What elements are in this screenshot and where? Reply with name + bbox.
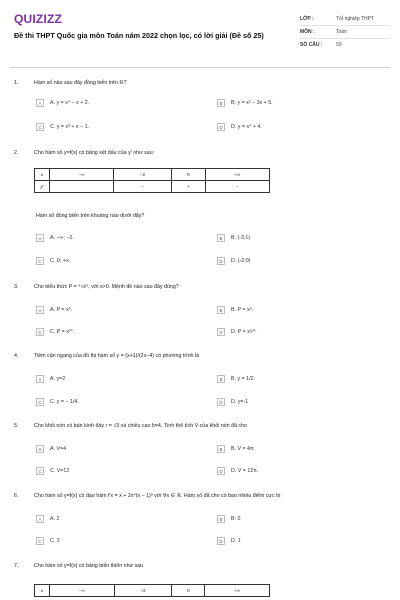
option-c[interactable] [36,256,71,266]
question-number: 4. [14,353,19,359]
table-cell: y' [35,181,50,193]
option-b[interactable] [217,98,273,108]
option-c[interactable] [36,466,69,476]
option-key: A [36,234,44,242]
option-text: B. y = 1/2. [231,376,255,382]
option-key: A [36,99,44,107]
header-divider [10,67,390,68]
option-key: B [217,234,225,242]
option-key: C [36,467,44,475]
meta-label: LỚP : [300,16,314,22]
table-cell: −2 [114,585,172,597]
option-text: C. V=12 [50,468,70,474]
document-title: Đề thi THPT Quốc gia môn Toán năm 2022 chọn lọc, có lời giải (Đề số 25) [14,31,264,40]
table-cell [50,181,114,193]
option-a[interactable] [36,374,65,384]
option-text: A. −∞; −2. [50,235,74,241]
option-text: A. V=4 [50,446,67,452]
table-cell: − [205,181,269,193]
meta-row-subject [300,26,390,39]
question-text: Cho hàm số y=f(x) có bảng biến thiên như sau [34,563,144,569]
option-key: D [217,328,225,336]
meta-label: SỐ CÂU : [300,42,323,48]
table-cell: 0 [171,169,205,181]
meta-label: MÔN : [300,29,315,35]
option-key: C [36,328,44,336]
question-number: 3. [14,284,19,290]
option-text: B. y = x³ − 3x + 5. [231,100,273,106]
option-key: B [217,375,225,383]
table-cell: −∞ [50,169,114,181]
option-a[interactable] [36,514,59,524]
option-text: C. 3 [50,538,60,544]
sign-table [34,168,270,193]
option-a[interactable] [36,98,89,108]
meta-row-count [300,39,390,51]
option-b[interactable] [217,444,255,454]
option-text: C. y = − 1/4. [50,399,79,405]
option-key: A [36,375,44,383]
option-c[interactable] [36,536,60,546]
question-number: 7. [14,563,19,569]
option-d[interactable] [217,327,257,337]
table-cell: −2 [114,169,172,181]
table-cell: +∞ [205,169,269,181]
option-text: B. P = x⁹. [231,307,254,313]
table-cell: +∞ [205,585,270,597]
option-text: B. 0 [231,516,241,522]
question-number: 6. [14,493,19,499]
option-key: A [36,515,44,523]
option-key: B [217,445,225,453]
option-text: A. y=2 [50,376,66,382]
option-a[interactable] [36,444,66,454]
option-key: D [217,467,225,475]
question-text: Tiệm cận ngang của đồ thị hàm số y = (x+1)/(2x−4) có phương trình là [34,353,200,359]
option-key: C [36,537,44,545]
table-cell: 0 [172,585,205,597]
meta-value: Toán [336,29,347,35]
option-text: A. y = x⁴ − x + 2. [50,100,90,106]
meta-panel [300,13,390,51]
question-text: Cho biểu thức P = ⁴√x⁵, với x>0. Mệnh đề nào sau đây đúng? [34,284,179,290]
option-key: D [217,123,225,131]
option-text: D. 1 [231,538,241,544]
question-text: Cho hàm số y=f(x) có bảng xét dấu của y' như sau: [34,150,155,156]
option-key: D [217,398,225,406]
logo: QUIZIZZ [14,12,63,26]
option-text: D. (-2;0) [231,258,251,264]
option-key: B [217,515,225,523]
question-text: Hàm số nào sau đây đồng biến trên ℝ? [34,80,127,86]
question-text: Cho khối nón có bán kính đáy r = √3 và chiều cao h=4. Tính thể tích V của khối nón đã cho [34,423,248,429]
option-b[interactable] [217,233,250,243]
table-cell: − [114,181,172,193]
option-key: B [217,306,225,314]
option-text: C. y = x³ + x − 1. [50,124,90,130]
question-number: 5. [14,423,19,429]
option-key: D [217,537,225,545]
meta-row-class [300,13,390,26]
option-key: C [36,257,44,265]
option-c[interactable] [36,122,89,132]
option-key: C [36,123,44,131]
option-text: D. P = x⁵⁄⁴. [231,329,257,335]
option-text: D. y=-1 [231,399,249,405]
option-b[interactable] [217,514,240,524]
option-d[interactable] [217,397,248,407]
option-c[interactable] [36,327,74,337]
option-d[interactable] [217,256,250,266]
option-a[interactable] [36,233,74,243]
option-text: B. (-3;1) [231,235,251,241]
question-text: Cho hàm số y=f(x) có đạo hàm f'x = x + 2x⁴(x − 1)³ với ∀x ∈ ℝ. Hàm số đã cho có bao nhiêu điểm cực trị [34,493,281,499]
option-c[interactable] [36,397,79,407]
variation-table [34,584,270,597]
meta-value: 50 [336,42,342,48]
option-text: B. V = 4π. [231,446,256,452]
question-number: 2. [14,150,19,156]
option-text: C. 0; +∞. [50,258,71,264]
option-d[interactable] [217,122,262,132]
option-a[interactable] [36,305,72,315]
option-key: A [36,306,44,314]
option-d[interactable] [217,466,258,476]
question-subtext: Hàm số đồng biến trên khoảng nào dưới đây? [36,213,145,219]
option-key: B [217,99,225,107]
table-cell: x [35,169,50,181]
option-text: A. P = x⁵. [50,307,73,313]
table-cell: x [35,585,50,597]
table-cell: −∞ [50,585,115,597]
option-text: D. V = 12π. [231,468,259,474]
option-d[interactable] [217,536,241,546]
table-cell: + [171,181,205,193]
option-key: D [217,257,225,265]
option-b[interactable] [217,374,255,384]
option-b[interactable] [217,305,253,315]
question-number: 1. [14,80,19,86]
option-key: C [36,398,44,406]
option-text: C. P = x²⁰. [50,329,75,335]
option-text: A. 2 [50,516,60,522]
option-text: D. y = x⁴ + 4. [231,124,262,130]
option-key: A [36,445,44,453]
meta-value: Tốt nghiệp THPT [336,16,374,22]
